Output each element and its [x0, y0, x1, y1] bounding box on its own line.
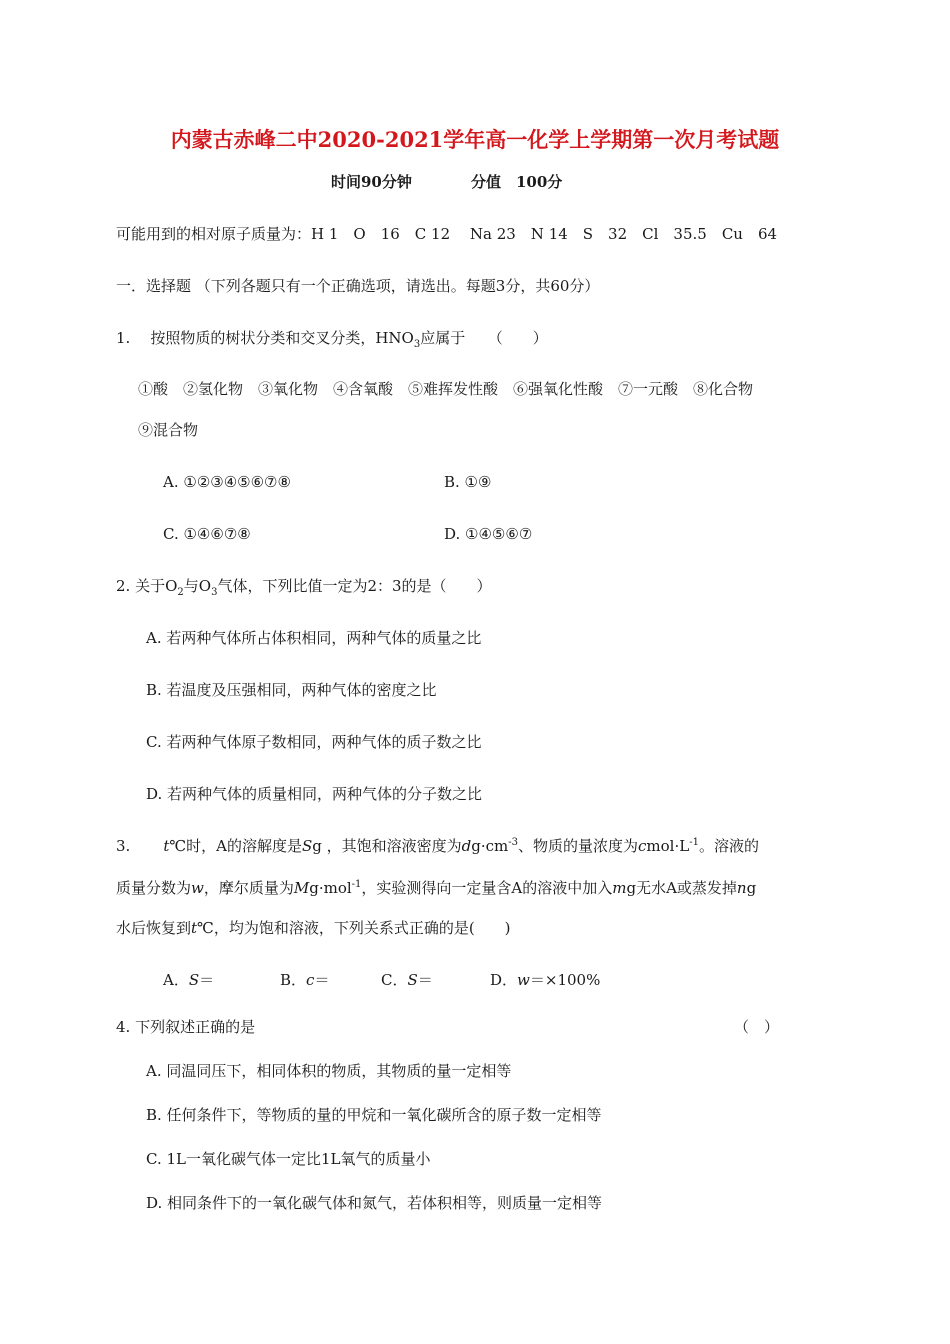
q3-text: g·mol [309, 879, 352, 897]
option-var: w [517, 971, 530, 989]
q2-option-d[interactable]: D. 若两种气体的质量相同，两种气体的分子数之比 [146, 785, 483, 803]
time-info: 时间90分钟 [331, 173, 412, 191]
q1-number: 1. [116, 329, 131, 347]
q3-line2 [116, 878, 756, 898]
option-var: S [188, 971, 200, 989]
q3-option-c[interactable] [381, 970, 433, 990]
q3-superscript: -1 [351, 879, 362, 890]
q3-text: g无水A或蒸发掉 [626, 879, 737, 897]
var-c: c [638, 837, 647, 855]
q3-option-d[interactable] [490, 970, 600, 990]
option-letter: D． [490, 971, 518, 989]
var-n: n [736, 879, 747, 897]
q1-subscript: 3 [413, 339, 421, 350]
q1-stem [116, 328, 548, 348]
q3-text: mol·L [646, 837, 690, 855]
q3-superscript: -3 [508, 837, 518, 848]
q4-stem: 4. 下列叙述正确的是 [116, 1018, 256, 1036]
q1-items-line2: ⑨混合物 [138, 421, 199, 439]
q2-stem-part3: 气体，下列比值一定为2：3的是（ ） [217, 577, 492, 595]
option-eq: ＝ [199, 971, 215, 989]
q2-option-c[interactable]: C. 若两种气体原子数相同，两种气体的质子数之比 [146, 733, 482, 751]
q1-stem-tail: 应属于 （ ） [420, 329, 548, 347]
q4-answer-paren: （ ） [734, 1018, 780, 1036]
q3-text: ，实验测得向一定量含A的溶液中加入 [361, 879, 613, 897]
var-t: t [163, 837, 170, 855]
q3-number: 3. [116, 837, 131, 855]
q3-text: ℃，均为饱和溶液，下列关系式正确的是( ) [197, 919, 511, 937]
option-letter: B． [280, 971, 307, 989]
q4-option-a[interactable]: A. 同温同压下，相同体积的物质，其物质的量一定相等 [146, 1062, 512, 1080]
section-heading: 一．选择题 （下列各题只有一个正确选项，请选出。每题3分，共60分） [116, 277, 600, 295]
q3-text: 水后恢复到 [116, 919, 192, 937]
q1-option-b[interactable]: B. ①⑨ [444, 473, 492, 491]
var-d: d [461, 837, 472, 855]
q1-option-d[interactable]: D. ①④⑤⑥⑦ [444, 525, 533, 543]
var-s: S [301, 837, 313, 855]
q3-text: 质量分数为 [116, 879, 192, 897]
q3-text: g ，其饱和溶液密度为 [312, 837, 462, 855]
option-var: c [306, 971, 315, 989]
atomic-mass-line: 可能用到的相对原子质量为：H 1 O 16 C 12 Na 23 N 14 S 32 Cl 35.5 Cu 64 [116, 225, 778, 243]
q3-text: ℃时，A的溶解度是 [169, 837, 302, 855]
q3-text: g·cm [471, 837, 509, 855]
q2-sub1: 2 [177, 587, 184, 598]
var-m: m [612, 879, 627, 897]
option-letter: A． [163, 971, 189, 989]
q3-line3 [116, 918, 511, 938]
var-m-molar: M [293, 879, 310, 897]
var-t: t [191, 919, 198, 937]
score-info: 分值 100分 [471, 173, 563, 191]
q1-stem-text: 按照物质的树状分类和交叉分类，HNO [150, 329, 414, 347]
q4-option-c[interactable]: C. 1L一氧化碳气体一定比1L氧气的质量小 [146, 1150, 431, 1168]
q2-stem-part2: 与O [183, 577, 212, 595]
option-letter: C． [381, 971, 408, 989]
q3-text: ，摩尔质量为 [203, 879, 294, 897]
q1-option-a[interactable]: A. ①②③④⑤⑥⑦⑧ [163, 473, 291, 491]
q4-option-d[interactable]: D. 相同条件下的一氧化碳气体和氮气，若体积相等，则质量一定相等 [146, 1194, 603, 1212]
option-var: S [407, 971, 418, 989]
q1-items-line1: ①酸 ②氢化物 ③氧化物 ④含氧酸 ⑤难挥发性酸 ⑥强氧化性酸 ⑦一元酸 ⑧化合物 [138, 380, 754, 398]
q3-text: g [746, 879, 757, 897]
q1-option-c[interactable]: C. ①④⑥⑦⑧ [163, 525, 251, 543]
q2-sub2: 3 [211, 587, 218, 598]
q2-option-b[interactable]: B. 若温度及压强相同，两种气体的密度之比 [146, 681, 437, 699]
q2-stem-part1: 2. 关于O [116, 577, 178, 595]
q2-option-a[interactable]: A. 若两种气体所占体积相同，两种气体的质量之比 [146, 629, 482, 647]
var-w: w [191, 879, 204, 897]
q3-option-a[interactable] [163, 970, 214, 990]
q3-text: 。溶液的 [698, 837, 759, 855]
q2-stem [116, 576, 492, 596]
option-eq: ＝ [314, 971, 330, 989]
option-eq: ＝ [417, 971, 433, 989]
exam-title: 内蒙古赤峰二中2020-2021学年高一化学上学期第一次月考试题 [170, 127, 780, 152]
q3-text: 、物质的量浓度为 [517, 837, 638, 855]
q3-option-b[interactable] [280, 970, 329, 990]
q3-line1 [116, 836, 759, 856]
option-eq: ＝×100% [529, 971, 601, 989]
q3-superscript: -1 [689, 837, 699, 848]
q4-option-b[interactable]: B. 任何条件下，等物质的量的甲烷和一氧化碳所含的原子数一定相等 [146, 1106, 602, 1124]
